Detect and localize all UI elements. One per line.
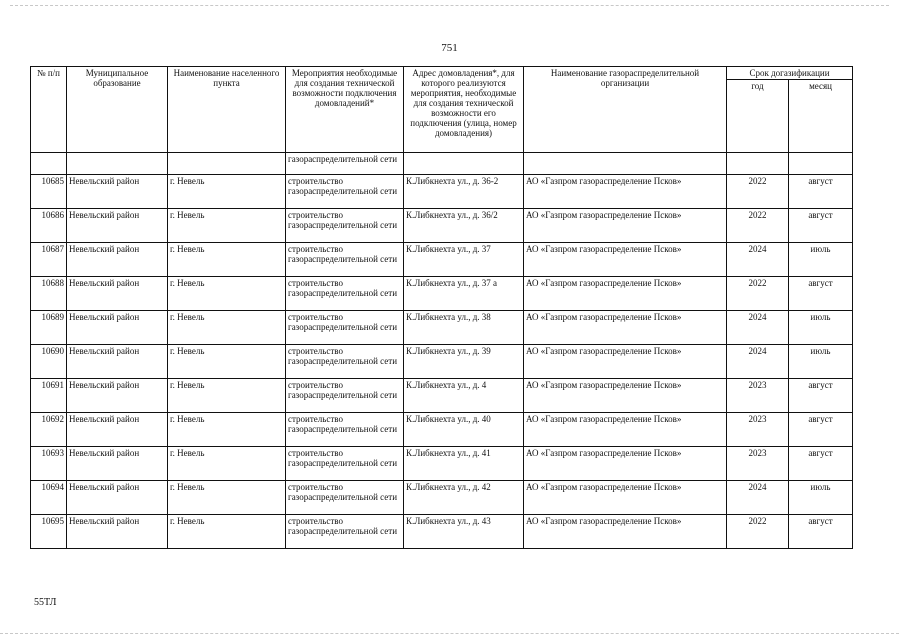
- cell-municipality: Невельский район: [67, 175, 168, 209]
- cell-address: К.Либкнехта ул., д. 39: [404, 345, 524, 379]
- cell-month: август: [789, 209, 853, 243]
- cell-locality: г. Невель: [168, 175, 286, 209]
- table-row: [31, 481, 853, 515]
- footer-code: 55ТЛ: [34, 597, 57, 608]
- header-locality: Наименование населенного пункта: [168, 67, 286, 153]
- header-measures: Мероприятия необходимые для создания технической возможности подключения домовладений*: [286, 67, 404, 153]
- cell-locality: г. Невель: [168, 277, 286, 311]
- cell-address: К.Либкнехта ул., д. 36/2: [404, 209, 524, 243]
- cell-measure: строительство газораспределительной сети: [286, 413, 404, 447]
- cell-num: 10688: [31, 277, 67, 311]
- cell-address: К.Либкнехта ул., д. 37 а: [404, 277, 524, 311]
- cell-locality: г. Невель: [168, 243, 286, 277]
- cell-measure: строительство газораспределительной сети: [286, 345, 404, 379]
- cell-locality: г. Невель: [168, 311, 286, 345]
- cell-organization: [524, 153, 727, 175]
- cell-organization: АО «Газпром газораспределение Псков»: [524, 243, 727, 277]
- cell-address: [404, 153, 524, 175]
- cell-month: август: [789, 413, 853, 447]
- cell-num: 10694: [31, 481, 67, 515]
- header-num: № п/п: [31, 67, 67, 153]
- cell-locality: г. Невель: [168, 379, 286, 413]
- cell-municipality: Невельский район: [67, 243, 168, 277]
- table-row: [31, 209, 853, 243]
- cell-num: 10691: [31, 379, 67, 413]
- cell-num: 10690: [31, 345, 67, 379]
- cell-measure: строительство газораспределительной сети: [286, 277, 404, 311]
- cell-municipality: Невельский район: [67, 311, 168, 345]
- cell-year: 2022: [727, 175, 789, 209]
- cell-municipality: Невельский район: [67, 447, 168, 481]
- cell-num: 10685: [31, 175, 67, 209]
- cell-measure: строительство газораспределительной сети: [286, 515, 404, 549]
- table-row: [31, 447, 853, 481]
- table-row: [31, 175, 853, 209]
- table-header: [31, 67, 853, 153]
- header-year: год: [727, 80, 789, 153]
- header-address: Адрес домовладения*, для которого реализуются мероприятия, необходимые для создания технической возможности его подключения (улица, номер домовладения): [404, 67, 524, 153]
- cell-num: 10687: [31, 243, 67, 277]
- cell-locality: г. Невель: [168, 481, 286, 515]
- cell-organization: АО «Газпром газораспределение Псков»: [524, 345, 727, 379]
- table-body: [31, 153, 853, 549]
- cell-measure: строительство газораспределительной сети: [286, 481, 404, 515]
- cell-locality: [168, 153, 286, 175]
- header-month: месяц: [789, 80, 853, 153]
- cell-month: август: [789, 515, 853, 549]
- cell-num: 10693: [31, 447, 67, 481]
- cell-year: 2023: [727, 447, 789, 481]
- cell-municipality: Невельский район: [67, 413, 168, 447]
- cell-num: 10686: [31, 209, 67, 243]
- cell-organization: АО «Газпром газораспределение Псков»: [524, 209, 727, 243]
- header-organization: Наименование газораспределительной организации: [524, 67, 727, 153]
- cell-measure: строительство газораспределительной сети: [286, 447, 404, 481]
- cell-year: 2023: [727, 413, 789, 447]
- cell-organization: АО «Газпром газораспределение Псков»: [524, 175, 727, 209]
- scan-edge-top: [10, 5, 889, 7]
- cell-address: К.Либкнехта ул., д. 4: [404, 379, 524, 413]
- cell-measure: газораспределительной сети: [286, 153, 404, 175]
- cell-measure: строительство газораспределительной сети: [286, 209, 404, 243]
- table-row-continuation: [31, 153, 853, 175]
- cell-month: июль: [789, 243, 853, 277]
- cell-organization: АО «Газпром газораспределение Псков»: [524, 311, 727, 345]
- header-municipality: Муниципальное образование: [67, 67, 168, 153]
- table-row: [31, 311, 853, 345]
- cell-municipality: Невельский район: [67, 515, 168, 549]
- cell-year: 2024: [727, 481, 789, 515]
- header-term: Срок догазификации: [727, 67, 853, 80]
- cell-month: август: [789, 379, 853, 413]
- cell-locality: г. Невель: [168, 209, 286, 243]
- cell-organization: АО «Газпром газораспределение Псков»: [524, 413, 727, 447]
- cell-month: август: [789, 277, 853, 311]
- cell-year: [727, 153, 789, 175]
- cell-address: К.Либкнехта ул., д. 36-2: [404, 175, 524, 209]
- table-row: [31, 243, 853, 277]
- cell-num: [31, 153, 67, 175]
- cell-year: 2023: [727, 379, 789, 413]
- table-row: [31, 277, 853, 311]
- cell-address: К.Либкнехта ул., д. 41: [404, 447, 524, 481]
- cell-municipality: Невельский район: [67, 345, 168, 379]
- cell-month: июль: [789, 311, 853, 345]
- cell-address: К.Либкнехта ул., д. 38: [404, 311, 524, 345]
- cell-organization: АО «Газпром газораспределение Псков»: [524, 447, 727, 481]
- cell-municipality: Невельский район: [67, 209, 168, 243]
- cell-organization: АО «Газпром газораспределение Псков»: [524, 379, 727, 413]
- cell-year: 2022: [727, 515, 789, 549]
- cell-month: август: [789, 175, 853, 209]
- cell-num: 10692: [31, 413, 67, 447]
- cell-measure: строительство газораспределительной сети: [286, 379, 404, 413]
- table-row: [31, 515, 853, 549]
- page-number: 751: [441, 42, 458, 54]
- cell-address: К.Либкнехта ул., д. 42: [404, 481, 524, 515]
- cell-year: 2024: [727, 311, 789, 345]
- table-row: [31, 379, 853, 413]
- cell-year: 2024: [727, 345, 789, 379]
- cell-month: июль: [789, 345, 853, 379]
- cell-month: август: [789, 447, 853, 481]
- cell-municipality: Невельский район: [67, 481, 168, 515]
- cell-year: 2024: [727, 243, 789, 277]
- gasification-table: [30, 66, 853, 549]
- cell-num: 10695: [31, 515, 67, 549]
- cell-year: 2022: [727, 277, 789, 311]
- cell-locality: г. Невель: [168, 447, 286, 481]
- cell-organization: АО «Газпром газораспределение Псков»: [524, 515, 727, 549]
- table-row: [31, 413, 853, 447]
- cell-address: К.Либкнехта ул., д. 40: [404, 413, 524, 447]
- cell-measure: строительство газораспределительной сети: [286, 243, 404, 277]
- cell-municipality: Невельский район: [67, 379, 168, 413]
- cell-organization: АО «Газпром газораспределение Псков»: [524, 481, 727, 515]
- table-row: [31, 345, 853, 379]
- cell-measure: строительство газораспределительной сети: [286, 175, 404, 209]
- cell-locality: г. Невель: [168, 413, 286, 447]
- cell-organization: АО «Газпром газораспределение Псков»: [524, 277, 727, 311]
- cell-month: июль: [789, 481, 853, 515]
- cell-locality: г. Невель: [168, 515, 286, 549]
- cell-address: К.Либкнехта ул., д. 37: [404, 243, 524, 277]
- cell-measure: строительство газораспределительной сети: [286, 311, 404, 345]
- cell-locality: г. Невель: [168, 345, 286, 379]
- cell-address: К.Либкнехта ул., д. 43: [404, 515, 524, 549]
- cell-month: [789, 153, 853, 175]
- cell-municipality: Невельский район: [67, 277, 168, 311]
- cell-num: 10689: [31, 311, 67, 345]
- cell-year: 2022: [727, 209, 789, 243]
- scan-edge-bottom: [0, 633, 899, 635]
- cell-municipality: [67, 153, 168, 175]
